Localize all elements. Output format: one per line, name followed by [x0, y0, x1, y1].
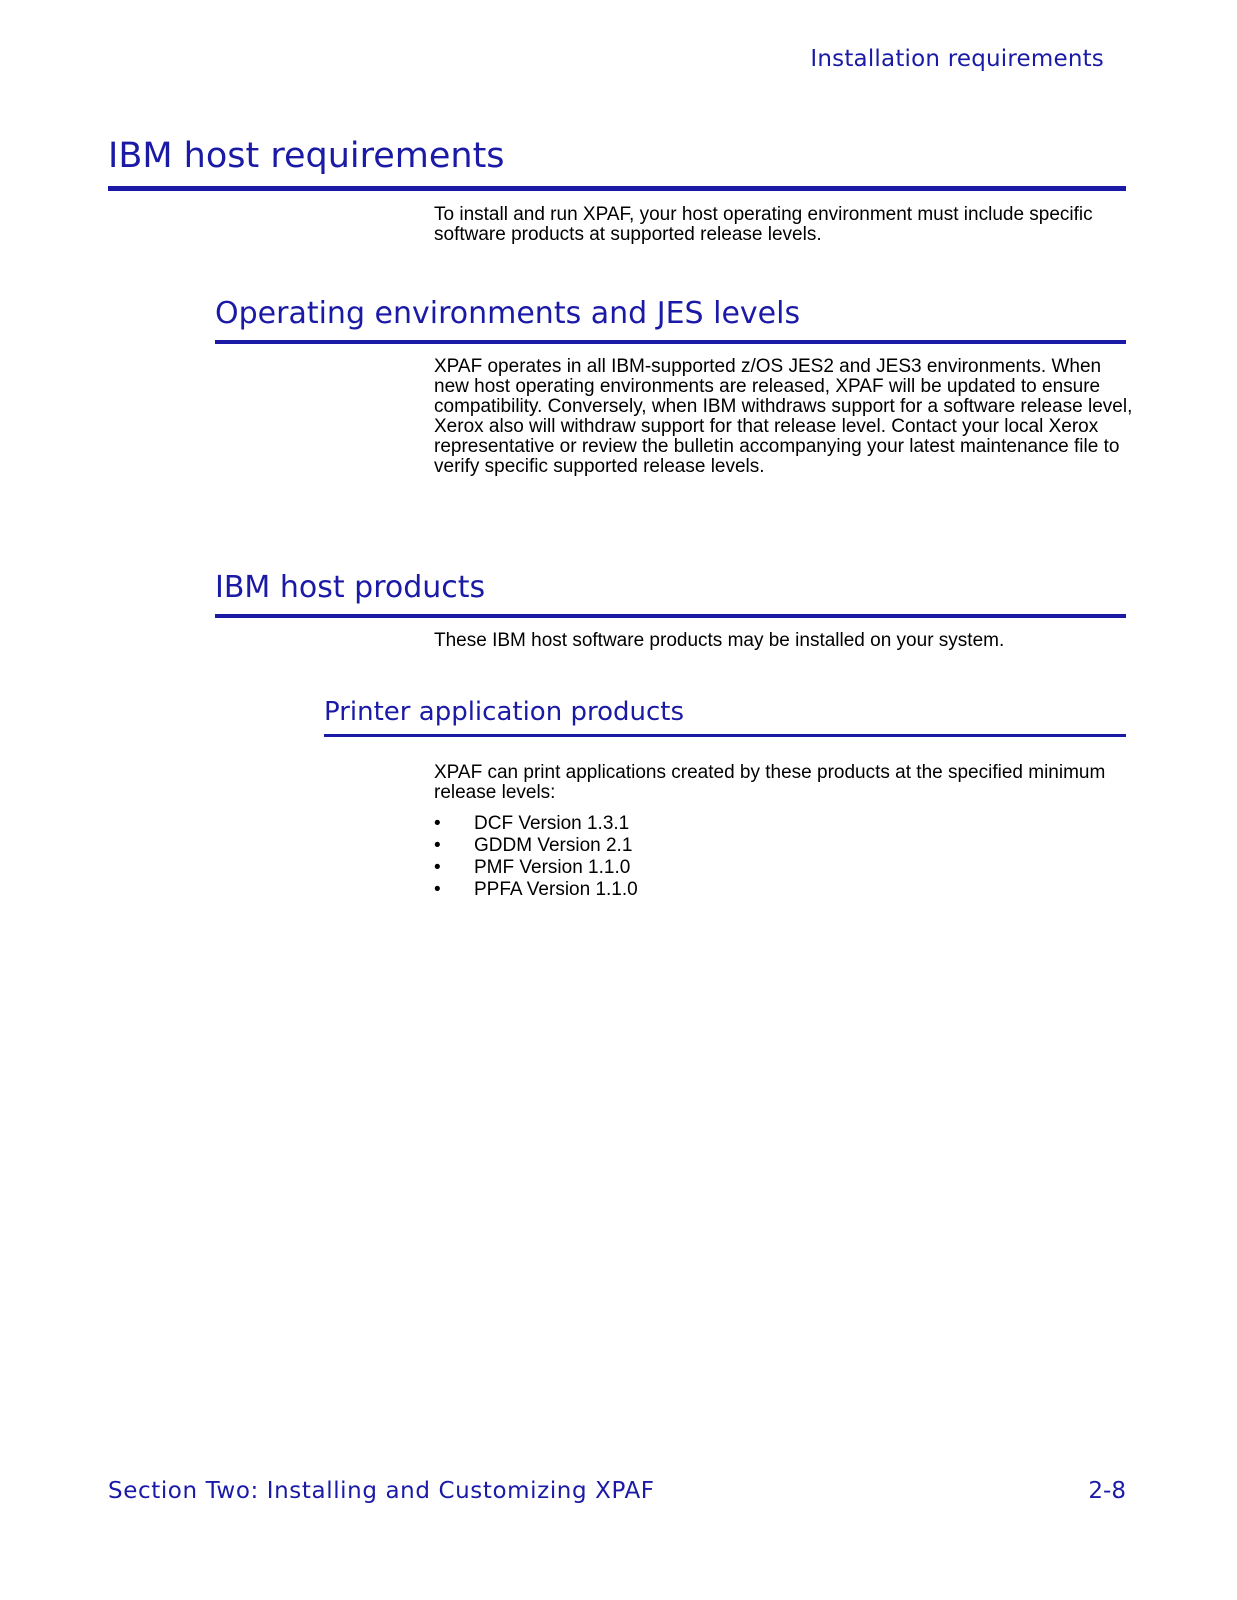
main-intro-paragraph: To install and run XPAF, your host operating environment must include specific software products at supported release levels.	[434, 204, 1093, 245]
list-item	[434, 857, 638, 879]
printer-products-list	[434, 813, 638, 901]
bullet-icon: •	[434, 857, 441, 878]
section-heading-ibm-host-products: IBM host products	[215, 570, 1126, 618]
printer-application-paragraph: XPAF can print applications created by these products at the specified minimum release levels:	[434, 762, 1106, 803]
list-item-text: PMF Version 1.1.0	[474, 857, 631, 878]
bullet-icon: •	[434, 835, 441, 856]
list-item-text: DCF Version 1.3.1	[474, 813, 630, 834]
list-item	[434, 813, 638, 835]
ibm-host-products-paragraph: These IBM host software products may be installed on your system.	[434, 630, 1005, 651]
footer-section-label: Section Two: Installing and Customizing XPAF	[108, 1478, 655, 1504]
page-title: IBM host requirements	[108, 136, 1126, 191]
footer-page-number: 2-8	[1088, 1478, 1126, 1504]
bullet-icon: •	[434, 879, 441, 900]
list-item-text: GDDM Version 2.1	[474, 835, 633, 856]
running-header: Installation requirements	[810, 46, 1104, 72]
section-heading-operating-environments: Operating environments and JES levels	[215, 296, 1126, 344]
list-item	[434, 879, 638, 901]
operating-environments-paragraph: XPAF operates in all IBM-supported z/OS JES2 and JES3 environments. When new host operating environments are released, XPAF will be updated to ensure compatibility. Conversely, when IBM withdraws support for a software release level, Xerox also will withdraw support for that release level. Contact your local Xerox representative or review the bulletin accompanying your latest maintenance file to verify specific supported release levels.	[434, 356, 1133, 477]
subsection-heading-printer-application-products: Printer application products	[324, 696, 1126, 737]
list-item-text: PPFA Version 1.1.0	[474, 879, 638, 900]
bullet-icon: •	[434, 813, 441, 834]
list-item	[434, 835, 638, 857]
